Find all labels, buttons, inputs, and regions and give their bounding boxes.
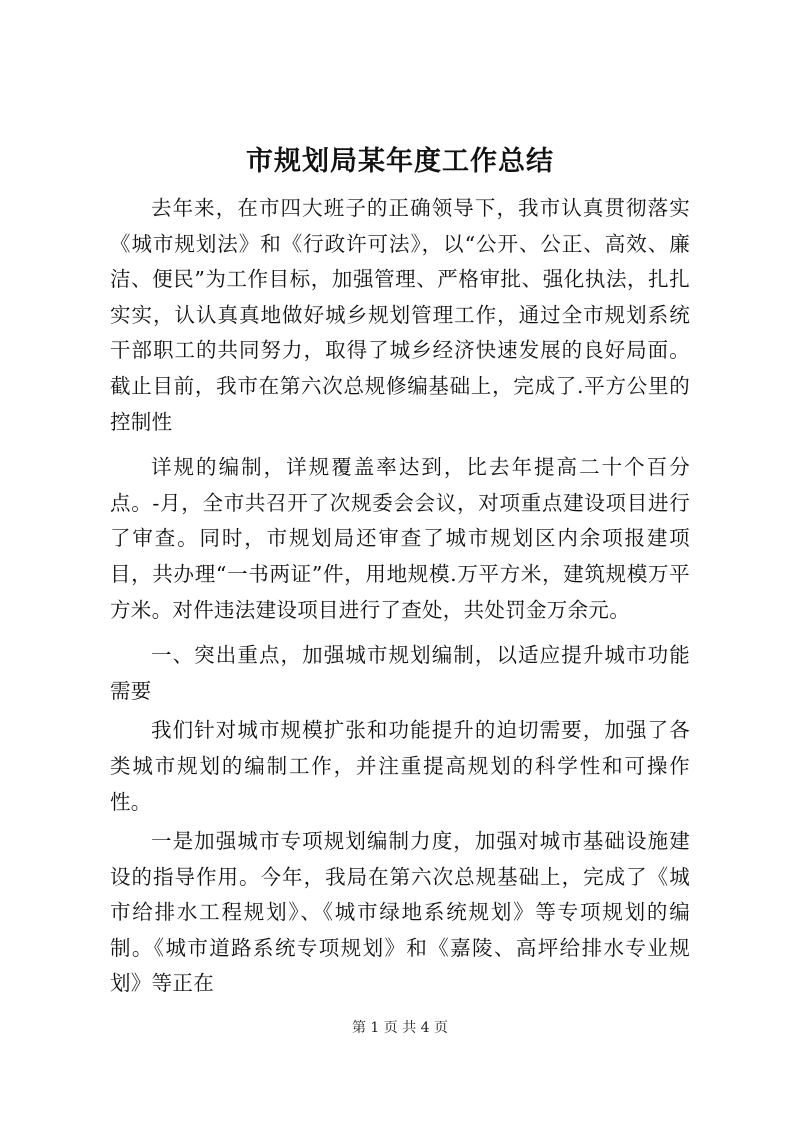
document-body <box>110 191 690 1012</box>
document-title: 市规划局某年度工作总结 <box>246 146 554 177</box>
paragraph-statistics: 详规的编制，详规覆盖率达到，比去年提高二十个百分点。-月，全市共召开了次规委会会议，对项重点建设项目进行了审查。同时，市规划局还审查了城市规划区内余项报建项目，共办理“一书两证”件，用地规模.万平方米，建筑规模万平方米。对件违法建设项目进行了查处，共处罚金万余元。 <box>110 455 690 622</box>
paragraph-intro: 去年来，在市四大班子的正确领导下，我市认真贯彻落实《城市规划法》和《行政许可法》，以“公开、公正、高效、廉洁、便民”为工作目标，加强管理、严格审批、强化执法，扎扎实实，认认真真地做好城乡规划管理工作，通过全市规划系统干部职工的共同努力，取得了城乡经济快速发展的良好局面。截止目前，我市在第六次总规修编基础上，完成了.平方公里的控制性 <box>110 196 690 434</box>
section-heading-1: 一、突出重点，加强城市规划编制，以适应提升城市功能需要 <box>110 643 690 703</box>
page-number-footer: 第 1 页 共 4 页 <box>351 1020 449 1036</box>
paragraph-special-planning: 一是加强城市专项规划编制力度，加强对城市基础设施建设的指导作用。今年，我局在第六次总规基础上，完成了《城市给排水工程规划》、《城市绿地系统规划》等专项规划的编制。《城市道路系统专项规划》和《嘉陵、高坪给排水专业规划》等正在 <box>110 829 690 996</box>
paragraph-planning-needs: 我们针对城市规模扩张和功能提升的迫切需要，加强了各类城市规划的编制工作，并注重提高规划的科学性和可操作性。 <box>110 718 690 814</box>
